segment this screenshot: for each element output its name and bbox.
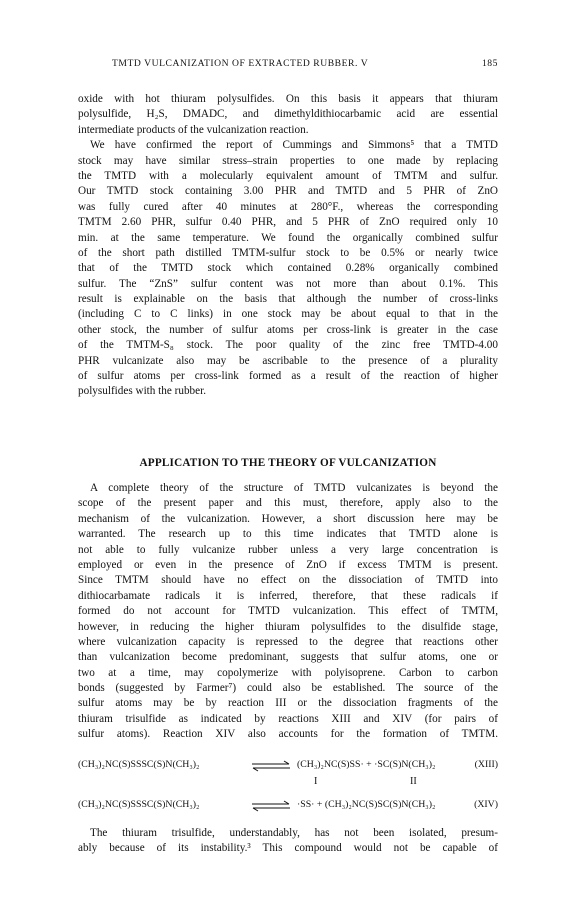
text-line: other stock, the number of sulfur atoms per cross-link is greater in the case: [78, 323, 498, 336]
body-text-theory: [78, 481, 498, 743]
text-line: sulfur atoms). Reaction XIV also accounts for the formation of TMTM.: [78, 728, 498, 741]
text-line: Since TMTM should have no effect on the dissociation of TMTD into: [78, 574, 498, 587]
equation-reactant: (CH₃)₂NC(S)SSSC(S)N(CH₃)₂: [78, 759, 200, 770]
product-label-i: I: [314, 776, 318, 787]
text-line: mechanism of the vulcanization. However, a short discussion here may be: [78, 512, 498, 525]
text-line: Our TMTD stock containing 3.00 PHR and TMTD and 5 PHR of ZnO: [78, 185, 498, 198]
text-line: warranted. The research up to this time indicates that TMTD alone is: [78, 528, 498, 541]
text-line: (including C to C links) in one stock may be about equal to that in the: [78, 308, 498, 321]
text-line: The thiuram trisulfide, understandably, has not been isolated, presum-: [90, 827, 498, 839]
text-line: polysulfides with the rubber.: [78, 385, 207, 398]
equation-number: (XIII): [474, 759, 498, 770]
equilibrium-arrow-icon: [251, 760, 291, 772]
page-number: 185: [481, 58, 498, 69]
text-line: dithiocarbamate radicals it is inferred, therefore, that these radicals if: [78, 589, 498, 602]
equation-xiv: [78, 799, 498, 815]
text-line: where vulcanization capacity is repressed to the degree that reactions other: [78, 635, 498, 648]
equation-xiii: [78, 759, 498, 775]
text-line: of the TMTM-S₈ stock. The poor quality of the zinc free TMTD-4.00: [78, 339, 498, 352]
running-header: [78, 58, 498, 74]
text-line: of sulfur atoms per cross-link formed as a result of the reaction of higher: [78, 370, 498, 383]
text-line: A complete theory of the structure of TMTD vulcanizates is beyond the: [90, 482, 498, 494]
section-heading: APPLICATION TO THE THEORY OF VULCANIZATION: [139, 457, 437, 469]
text-line: the TMTD with a molecularly equivalent amount of TMTM and sulfur.: [78, 169, 498, 182]
equilibrium-arrow-icon: [251, 800, 291, 812]
paragraph-continuation: [78, 92, 498, 138]
text-line: sulfur. The “ZnS” sulfur content was not more than about 0.1%. This: [78, 277, 498, 290]
text-line: ably because of its instability.³ This compound would not be capable of: [78, 842, 498, 855]
text-line: We have confirmed the report of Cummings and Simmons⁵ that a TMTD: [90, 139, 498, 152]
text-line: polysulfide, H₂S, DMADC, and dimethyldithiocarbamic acid are essential: [78, 108, 498, 121]
text-line: min. at the same temperature. We found the organically combined sulfur: [78, 231, 498, 244]
text-line: TMTM 2.60 PHR, sulfur 0.40 PHR, and 5 PHR of ZnO required only 10: [78, 216, 498, 229]
equation-number: (XIV): [474, 799, 498, 810]
text-line: that of the TMTD stock which contained 0.28% organically combined: [78, 262, 498, 275]
running-title: TMTD VULCANIZATION OF EXTRACTED RUBBER. V: [112, 58, 369, 69]
text-line: formed do not account for TMTD vulcanization. This effect of TMTM,: [78, 605, 498, 618]
body-text-bottom: [78, 826, 498, 857]
text-line: two at a time, may copolymerize with polyisoprene. Carbon to carbon: [78, 666, 498, 679]
text-line: stock may have similar stress–strain properties to one made by replacing: [78, 154, 498, 167]
text-line: thiuram trisulfide as indicated by reactions XIII and XIV (for pairs of: [78, 712, 498, 725]
text-line: bonds (suggested by Farmer⁷) could also be established. The source of the: [78, 682, 498, 695]
equation-products: (CH₃)₂NC(S)SS· + ·SC(S)N(CH₃)₂: [297, 759, 436, 770]
text-line: sulfur atoms may be by reaction III or the dissociation fragments of the: [78, 697, 498, 710]
body-text-top: [78, 92, 498, 400]
text-line: scope of the present paper and this must, therefore, apply also to the: [78, 497, 498, 510]
text-line: not able to fully vulcanize rubber unless a very large concentration is: [78, 543, 498, 556]
text-line: employed or even in the presence of ZnO if excess TMTM is present.: [78, 558, 498, 571]
text-line: intermediate products of the vulcanization reaction.: [78, 123, 309, 136]
text-line: however, in reducing the higher thiuram polysulfides to the disulfide stage,: [78, 620, 498, 633]
paragraph-cummings-simmons: [78, 138, 498, 400]
text-line: oxide with hot thiuram polysulfides. On this basis it appears that thiuram: [78, 93, 498, 105]
product-label-ii: II: [410, 776, 417, 787]
equation-reactant: (CH₃)₂NC(S)SSSC(S)N(CH₃)₂: [78, 799, 200, 810]
text-line: PHR vulcanizate also may be ascribable to the presence of a plurality: [78, 354, 498, 367]
text-line: of the short path distilled TMTM-sulfur stock to be 0.5% or nearly twice: [78, 246, 498, 259]
text-line: result is explainable on the basis that although the number of cross-links: [78, 293, 498, 306]
text-line: than vulcanization become predominant, suggests that sulfur atoms, one or: [78, 651, 498, 664]
equation-products: ·SS· + (CH₃)₂NC(S)SC(S)N(CH₃)₂: [297, 799, 436, 810]
text-line: was fully cured after 40 minutes at 280°F., whereas the corresponding: [78, 200, 498, 213]
